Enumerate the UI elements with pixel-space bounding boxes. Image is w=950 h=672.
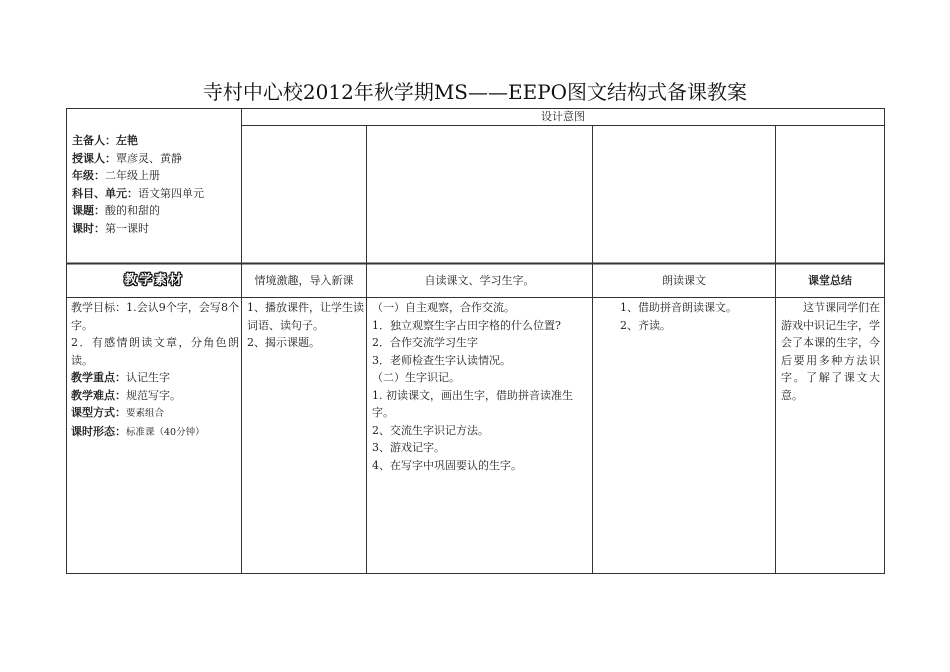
selfread-item: （一）自主观察，合作交流。 [372,301,515,314]
subject-label: 科目、单元： [72,186,138,200]
materials-cell [71,299,239,571]
teacher-label: 授课人： [72,151,116,165]
type-value: 要素组合 [126,408,165,419]
teacher-value: 覃彦灵、黄静 [116,151,182,165]
grade-value: 二年级上册 [105,169,160,182]
selfread-item: 1．独立观察生字占田字格的什么位置? [372,318,561,332]
intro-cell [247,299,364,571]
summary-heading: 课堂总结 [808,273,852,287]
preparer-value: 左艳 [116,134,138,147]
key-label: 教学重点： [71,371,126,384]
selfread-item: 3．老师检查生字认读情况。 [372,353,511,367]
goal-2: 2．有感情朗读文章，分角色朗读。 [71,336,239,367]
intro-item: 1、播放课件，让学生读词语、读句子。 [247,301,364,332]
readaloud-item: 2、齐读。 [620,318,671,332]
header-materials [67,264,241,297]
header-intro [242,264,366,297]
selfread-item: 3、游戏记字。 [372,441,445,454]
form-label: 课时形态： [71,424,126,438]
design-intent-label: 设计意图 [541,110,585,124]
selfread-item: 1. 初读课文，画出生字，借助拼音读准生字。 [372,388,573,419]
topic-label: 课题： [72,204,105,217]
topic-value: 酸的和甜的 [105,204,160,217]
intro-item: 2、揭示课题。 [247,336,320,349]
difficult-label: 教学难点： [71,388,126,402]
selfread-item: 4、在写字中巩固要认的生字。 [372,458,522,472]
difficult-value: 规范写字。 [126,388,181,402]
readaloud-heading: 朗读课文 [662,273,706,287]
preparer-label: 主备人： [72,134,116,147]
selfread-item: 2．合作交流学习生字 [372,336,478,349]
form-value: 标准课（40分钟） [126,426,205,438]
period-value: 第一课时 [105,221,149,235]
page-title: 寺村中心校2012年秋学期MS——EEPO图文结构式备课教案 [202,80,748,104]
grade-label: 年级： [72,169,105,182]
header-selfread [367,264,592,297]
summary-text: 这节课同学们在游戏中识记生字，学会了本课的生字，今后要用多种方法识字。了解了课文大意。 [781,301,880,402]
selfread-cell [372,299,590,571]
readaloud-item: 1、借助拼音朗读课文。 [620,301,737,314]
type-label: 课型方式： [71,406,126,419]
header-summary [776,264,884,297]
selfread-item: （二）生字识记。 [372,371,460,384]
readaloud-cell [620,299,772,571]
selfread-heading: 自读课文、学习生字。 [424,273,535,287]
design-intent-header [242,109,884,125]
selfread-item: 2、交流生字识记方法。 [372,423,489,437]
lesson-info-box [72,132,240,258]
summary-cell [781,299,880,571]
goal-1: 教学目标：1.会认9个字，会写8个字。 [71,301,239,332]
period-label: 课时： [72,221,105,235]
materials-heading: 教学素材 [123,272,184,288]
key-value: 认记生字 [126,371,170,384]
intro-heading: 情境激趣，导入新课 [254,273,354,287]
header-readaloud [593,264,775,297]
subject-value: 语文第四单元 [138,186,204,200]
